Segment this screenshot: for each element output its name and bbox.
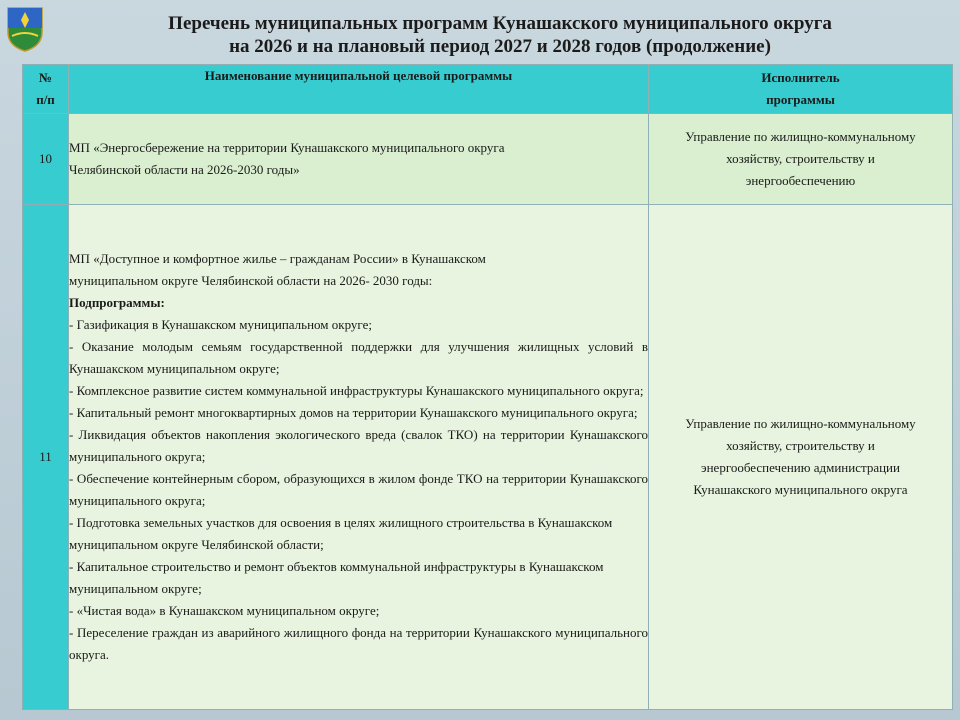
subprogram-item: - Ликвидация объектов накопления экологического вреда (свалок ТКО) на территории Кунашакского муниципального округа; <box>69 427 648 464</box>
page-title <box>60 12 940 58</box>
executor-cell: Управление по жилищно-коммунальному хозяйству, строительству и энергообеспечению администрации Кунашакского муниципального округа <box>649 205 953 710</box>
subprogram-item: - Переселение граждан из аварийного жилищного фонда на территории Кунашакского муниципального округа. <box>69 625 648 662</box>
programs-table <box>22 64 953 710</box>
program-name-cell: МП «Доступное и комфортное жилье – гражданам России» в Кунашакском муниципальном округе Челябинской области на 2026- 2030 годы: Подпрограммы: - Газификация в Кунашакском муниципальном округе; - Оказание молодым семьям государственной поддержки для улучшения жилищных условий в Кунашакском муниципальном округе; - Комплексное развитие систем коммунальной инфраструктуры Кунашакского муниципального округа; - Капитальный ремонт многоквартирных домов на территории Кунашакского муниципального округа; - Ликвидация объектов накопления экологического вреда (свалок ТКО) на территории Кунашакского муниципального округа; - Обеспечение контейнерным сбором, образующихся в жилом фонде ТКО на территории Кунашакского муниципального округа; - Подготовка земельных участков для освоения в целях жилищного строительства в Кунашакском муниципальном округе Челябинской области; - Капитальное строительство и ремонт объектов коммунальной инфраструктуры в Кунашакском муниципальном округе; - «Чистая вода» в Кунашакском муниципальном округе; - Переселение граждан из аварийного жилищного фонда на территории Кунашакского муниципального округа. <box>69 205 649 710</box>
subprogram-item: - Подготовка земельных участков для освоения в целях жилищного строительства в Кунашакском муниципальном округе Челябинской области; <box>69 515 613 552</box>
coat-of-arms-icon <box>6 6 44 52</box>
subprogram-item: - Комплексное развитие систем коммунальной инфраструктуры Кунашакского муниципального округа; <box>69 383 644 398</box>
subprogram-item: - «Чистая вода» в Кунашакском муниципальном округе; <box>69 603 380 618</box>
executor-cell: Управление по жилищно-коммунальному хозяйству, строительству и энергообеспечению <box>649 114 953 205</box>
row-number: 10 <box>23 114 69 205</box>
title-line-1: Перечень муниципальных программ Кунашакского муниципального округа <box>168 13 832 34</box>
subprogram-item: - Газификация в Кунашакском муниципальном округе; <box>69 317 372 332</box>
table-row <box>23 114 953 205</box>
subprogram-item: - Капитальный ремонт многоквартирных домов на территории Кунашакского муниципального округа; <box>69 405 638 420</box>
subprogram-item: - Капитальное строительство и ремонт объектов коммунальной инфраструктуры в Кунашакском муниципальном округе; <box>69 559 604 596</box>
table-row <box>23 205 953 710</box>
subprogram-item: - Обеспечение контейнерным сбором, образующихся в жилом фонде ТКО на территории Кунашакского муниципального округа; <box>69 471 648 508</box>
row-number: 11 <box>23 205 69 710</box>
subprograms-label: Подпрограммы: <box>69 295 165 310</box>
header-executor: Исполнитель программы <box>649 65 953 114</box>
table-header-row <box>23 65 953 114</box>
program-name-cell: МП «Энергосбережение на территории Кунашакского муниципального округа Челябинской области на 2026-2030 годы» <box>69 114 649 205</box>
header-program-name: Наименование муниципальной целевой программы <box>69 65 649 114</box>
subprogram-item: - Оказание молодым семьям государственной поддержки для улучшения жилищных условий в Кунашакском муниципальном округе; <box>69 339 648 376</box>
title-line-2: на 2026 и на плановый период 2027 и 2028 годов (продолжение) <box>229 36 771 57</box>
header-num: № п/п <box>23 65 69 114</box>
